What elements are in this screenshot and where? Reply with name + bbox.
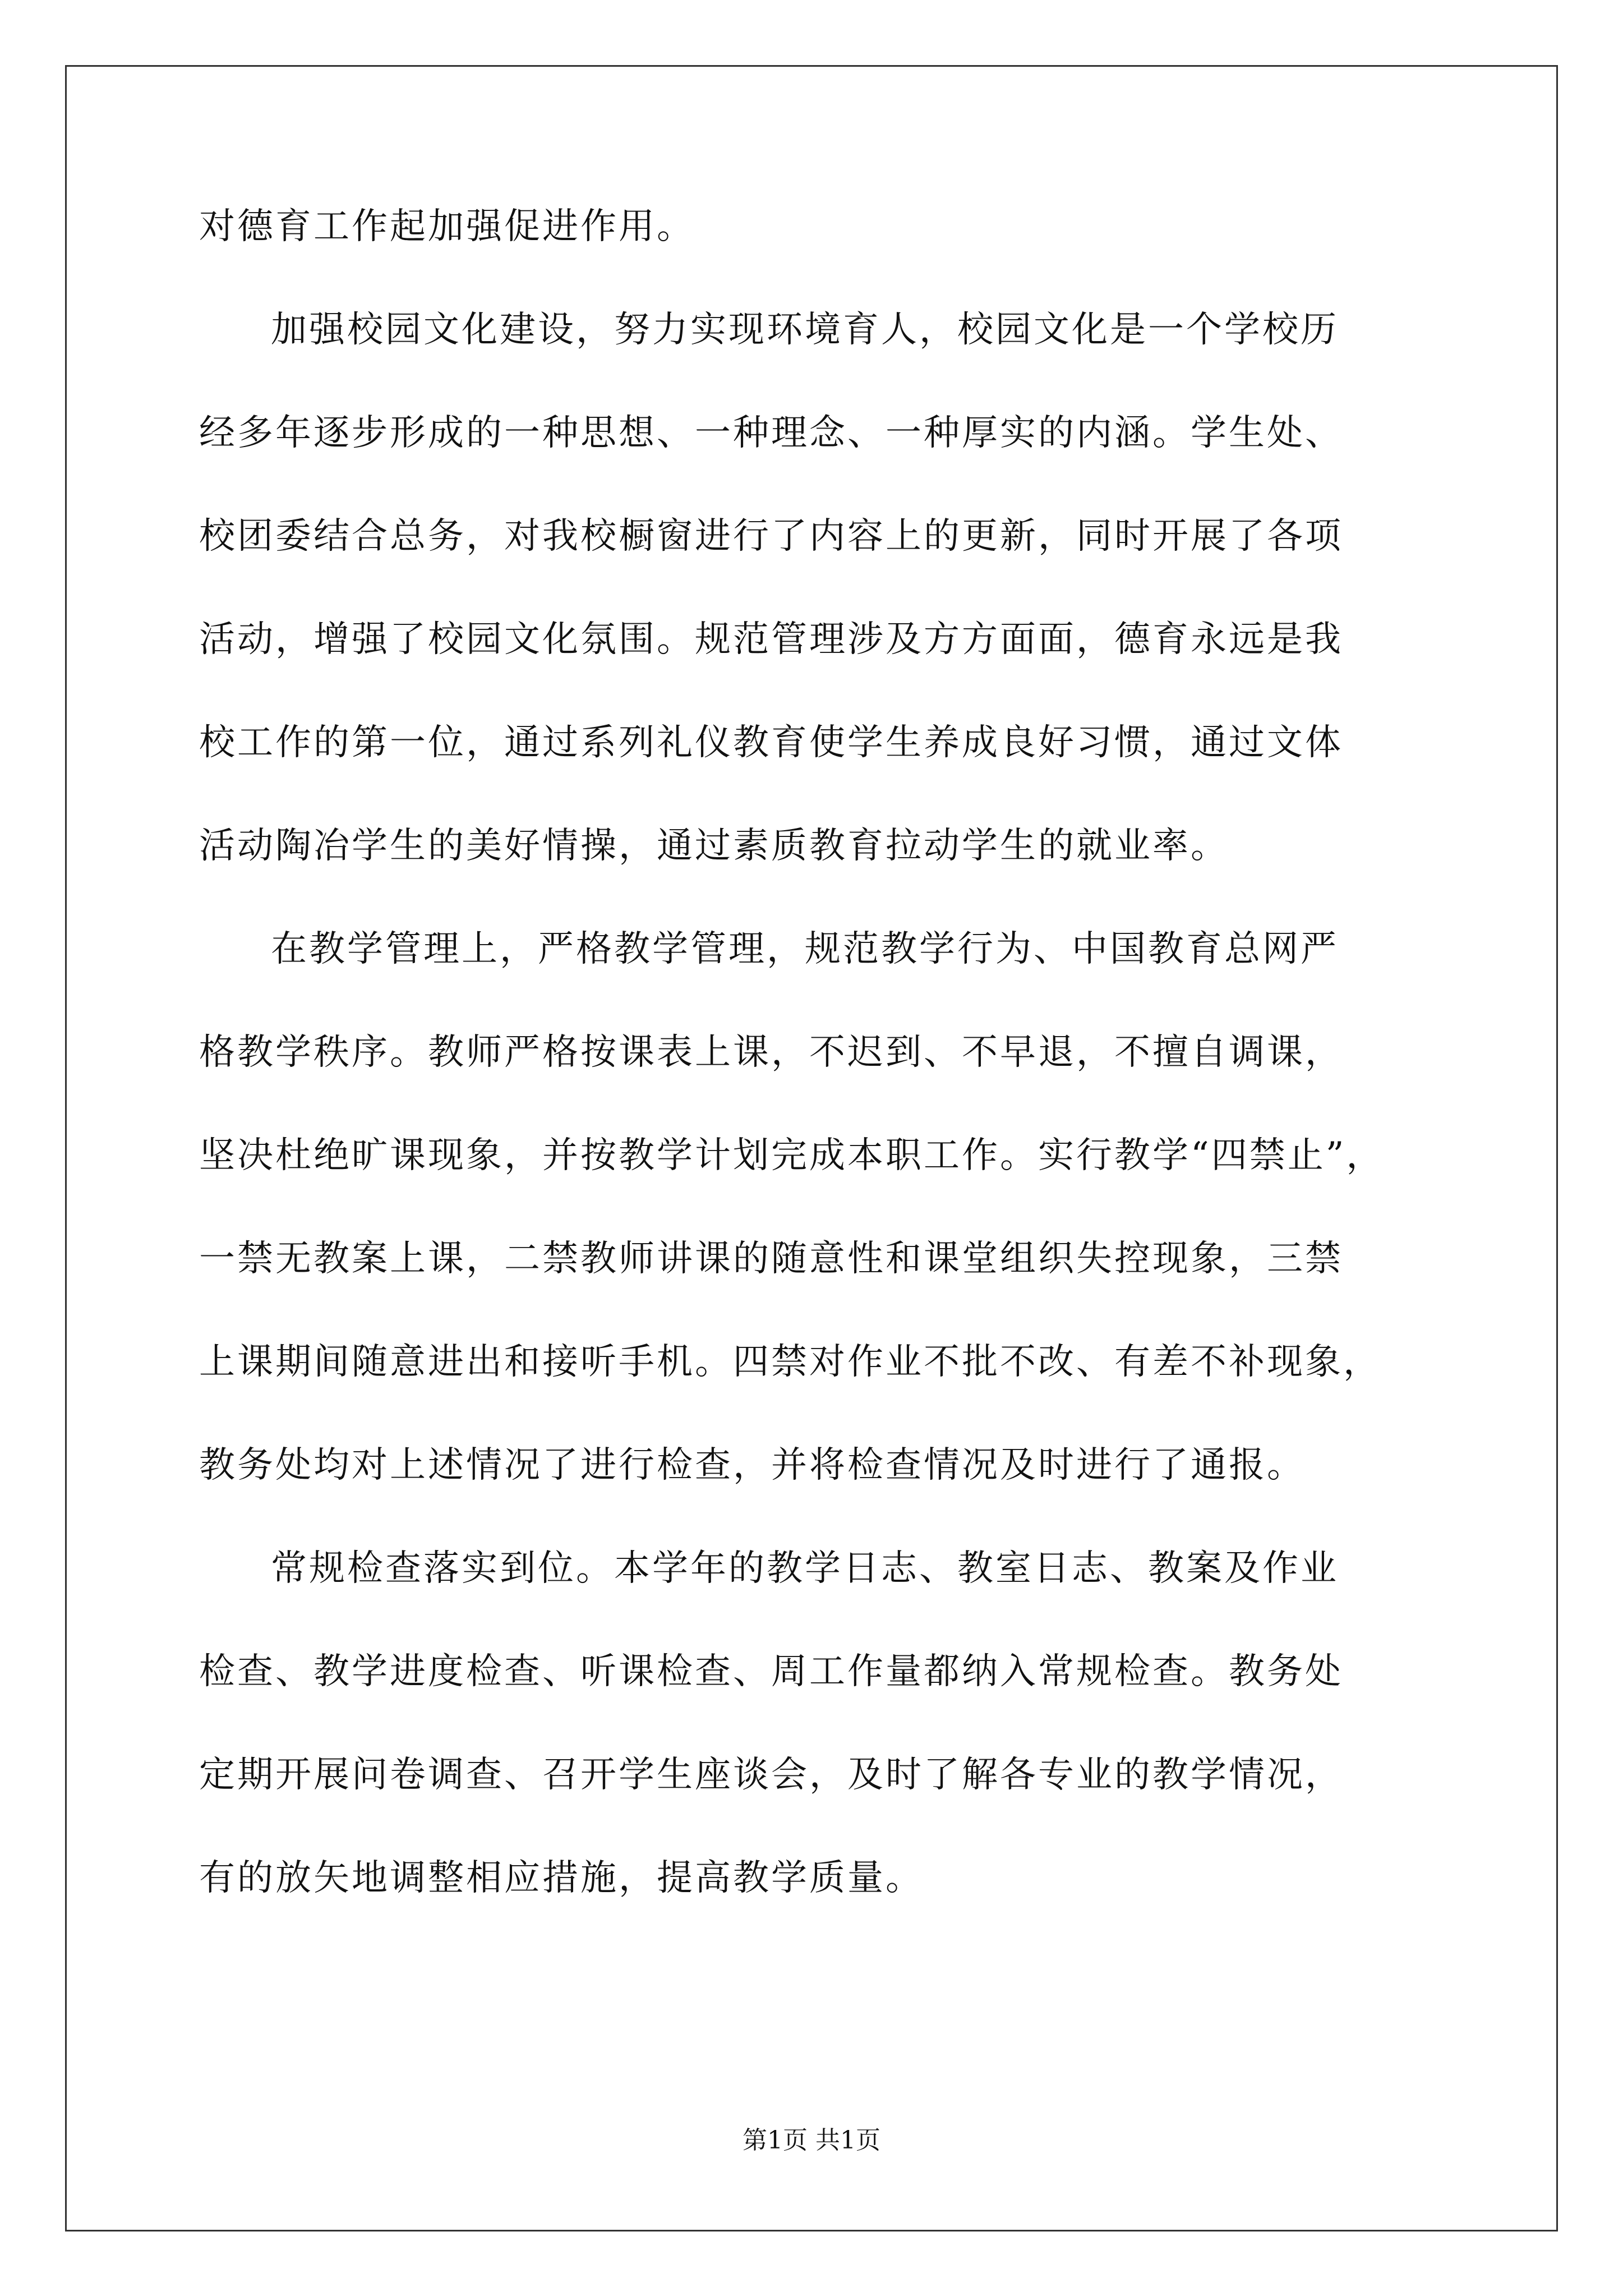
text-line: 定期开展问卷调查、召开学生座谈会，及时了解各专业的教学情况， <box>199 1754 1343 1796</box>
text-line: 教务处均对上述情况了进行检查，并将检查情况及时进行了通报。 <box>199 1444 1305 1486</box>
text-line: 加强校园文化建设，努力实现环境育人，校园文化是一个学校历 <box>271 309 1339 351</box>
text-line: 坚决杜绝旷课现象，并按教学计划完成本职工作。实行教学“四禁止”， <box>199 1135 1385 1176</box>
text-line: 校工作的第一位，通过系列礼仪教育使学生养成良好习惯，通过文体 <box>199 722 1343 763</box>
text-line: 校团委结合总务，对我校橱窗进行了内容上的更新，同时开展了各项 <box>199 516 1343 557</box>
text-line: 活动陶冶学生的美好情操，通过素质教育拉动学生的就业率。 <box>199 825 1229 867</box>
text-line: 经多年逐步形成的一种思想、一种理念、一种厚实的内涵。学生处、 <box>199 412 1343 454</box>
text-line: 格教学秩序。教师严格按课表上课，不迟到、不早退，不擅自调课， <box>199 1032 1343 1073</box>
text-line: 上课期间随意进出和接听手机。四禁对作业不批不改、有差不补现象， <box>199 1341 1381 1383</box>
text-line: 对德育工作起加强促进作用。 <box>199 206 695 247</box>
page-footer: 第1页 共1页 <box>743 2126 880 2155</box>
text-line: 一禁无教案上课，二禁教师讲课的随意性和课堂组织失控现象，三禁 <box>199 1238 1343 1280</box>
text-line: 常规检查落实到位。本学年的教学日志、教室日志、教案及作业 <box>271 1548 1339 1589</box>
text-line: 检查、教学进度检查、听课检查、周工作量都纳入常规检查。教务处 <box>199 1651 1343 1692</box>
text-line: 活动，增强了校园文化氛围。规范管理涉及方方面面，德育永远是我 <box>199 619 1343 660</box>
text-line: 有的放矢地调整相应措施，提高教学质量。 <box>199 1857 924 1899</box>
text-line: 在教学管理上，严格教学管理，规范教学行为、中国教育总网严 <box>271 928 1339 970</box>
